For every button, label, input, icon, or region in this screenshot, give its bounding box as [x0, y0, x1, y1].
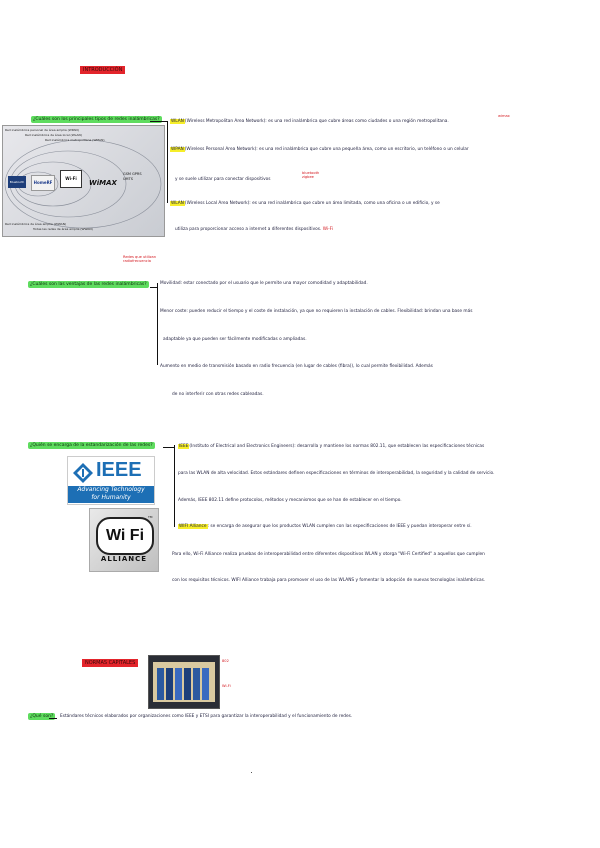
wifi-trademark: TM	[148, 515, 153, 519]
standards-note-802: 802	[222, 659, 229, 663]
wifi-alliance-description-cont: Para ello, Wi-Fi Alliance realiza pruebas de interoperabilidad entre diferentes dispositivos WLAN y otorga "Wi-Fi Certified" a aquellos que cumplen	[172, 552, 485, 557]
connector-line	[49, 718, 57, 719]
standards-note-wifi: Wi-Fi	[222, 684, 231, 688]
homerf-logo: HomeRF	[31, 175, 55, 191]
dot	[251, 772, 252, 773]
ieee-description-cont: para las WLAN de alta velocidad. Estos estándares definen especificaciones en términos de interoperabilidad, la seguridad y la calidad de servicio.	[178, 471, 495, 476]
bracket-line	[174, 445, 175, 527]
question-standardization: ¿Quién se encarga de la estandarización de las redes?	[30, 443, 153, 448]
wifi-alliance-label: ALLIANCE	[100, 555, 148, 563]
diagram-caption-wlan: Red inalámbrica de área local (WLAN)	[25, 133, 82, 137]
diagram-caption-all: Todas las redes de área amplia (WWAN)	[33, 227, 93, 231]
diagram-caption-wman: Red inalámbrica metropolitana (WMAN)	[45, 138, 105, 142]
wifi-alliance-description-cont2: con los requisitos técnicos. WIFI Alliance trabaja para promover el uso de las WLANS y fomentar la adopción de nuevas tecnologías inalámbricas.	[172, 578, 486, 583]
wpan-annotation: bluetooth zigbee	[302, 171, 320, 179]
advantage-mobility: Movilidad: estar conectado por el usuario que le permite una mayor comodidad y adaptabilidad.	[160, 281, 368, 286]
ieee-tagline-1: Advancing Technology	[77, 486, 145, 493]
ieee-diamond-icon	[72, 462, 94, 484]
wpan-definition: WPAN(Wireless Personal Area Network): es una red inalámbrica que cubre una pequeña área, como un escritorio, un teléfono o un celular	[171, 147, 469, 152]
ieee-description-cont2: Además, IEEE 802.11 define protocolos, métodos y mecanismos que se han de establecer en el tiempo.	[178, 498, 402, 503]
ieee-logo	[67, 456, 155, 505]
bracket-line	[157, 283, 158, 365]
wifi-alliance-description: WIFI Alliance: se encarga de asegurar que los productos WLAN cumplen con las especificaciones de IEEE y puedan interoperar entre sí.	[179, 524, 472, 529]
advantage-transmission-cont: de no interferir con otras redes cableadas.	[172, 392, 264, 397]
section-title-introduction: INTRODUCCIÓN	[80, 66, 125, 74]
advantage-cost-cont: adaptable ya que pueden ser fácilmente modificadas o ampliadas.	[163, 337, 307, 342]
ieee-tagline-2: for Humanity	[91, 494, 131, 501]
wlan2-definition: WLAN(Wireless Local Area Network): es una red inalámbrica que cubre un área limitada, como una oficina o un edificio, y se	[171, 201, 440, 206]
gsm-label: GSM GPRS UMTS	[123, 172, 142, 181]
diagram-caption-wpan: Red inalámbrica personal de área amplia (WPAN)	[5, 128, 79, 132]
advantage-cost: Menor coste: pueden reducir el tiempo y el coste de instalación, ya que no requieren la instalación de cables. Flexibilidad: brindan una base más	[160, 309, 473, 314]
standards-definition: Estándares técnicos elaborados por organizaciones como IEEE y ETSI para garantizar la interoperabilidad y el funcionamiento de redes.	[60, 714, 353, 719]
wifi-logo-small: Wi-Fi	[60, 170, 82, 188]
standards-books-photo	[148, 655, 220, 709]
bracket-line	[167, 121, 168, 203]
wifi-alliance-logo	[89, 508, 159, 572]
question-what-are: ¿Qué son?	[30, 714, 54, 719]
bluetooth-logo: Bluetooth	[8, 176, 26, 188]
ieee-tagline-bar	[68, 486, 154, 503]
wifi-wordmark: Wi Fi	[105, 527, 145, 544]
connector-line	[150, 121, 168, 122]
question-network-types: ¿Cuáles son los principales tipos de redes inalámbricas?	[33, 117, 160, 122]
wlan-definition: WLAN(Wireless Metropolitan Area Network): es una red inalámbrica que cubre áreas como ciudades o una región metropolitana.	[171, 119, 449, 124]
wlan2-definition-cont: utiliza para proporcionar acceso a internet a diferentes dispositivos. Wi-Fi	[175, 227, 333, 232]
section-title-standards: NORMAS CAPITALES	[82, 659, 138, 667]
ieee-description: IEEE(Instituto of Electrical and Electronics Engineers): desarrolla y mantiene los normas 802.11, que establecen las especificaciones técnicas	[179, 444, 485, 449]
wireless-networks-diagram	[2, 125, 165, 237]
wpan-definition-cont: y se suele utilizar para conectar dispositivos	[175, 177, 271, 182]
ieee-wordmark: IEEE	[96, 459, 142, 481]
q2-annotation: Redes que utilizan radiofrecuencia	[123, 255, 157, 263]
wimax-logo: WiMAX	[89, 179, 117, 187]
diagram-caption-wwan: Red inalámbrica de área amplia (WWAN)	[5, 222, 67, 226]
advantage-transmission: Aumento en medio de transmisión basado en radio frecuencia (en lugar de cables (fibra)), lo cual permite flexibilidad. Además	[160, 364, 433, 369]
question-advantages: ¿Cuáles son las ventajas de las redes inalámbricas?	[30, 282, 147, 287]
wifi-oval	[96, 517, 154, 555]
wlan-annotation: wimax	[498, 114, 510, 118]
